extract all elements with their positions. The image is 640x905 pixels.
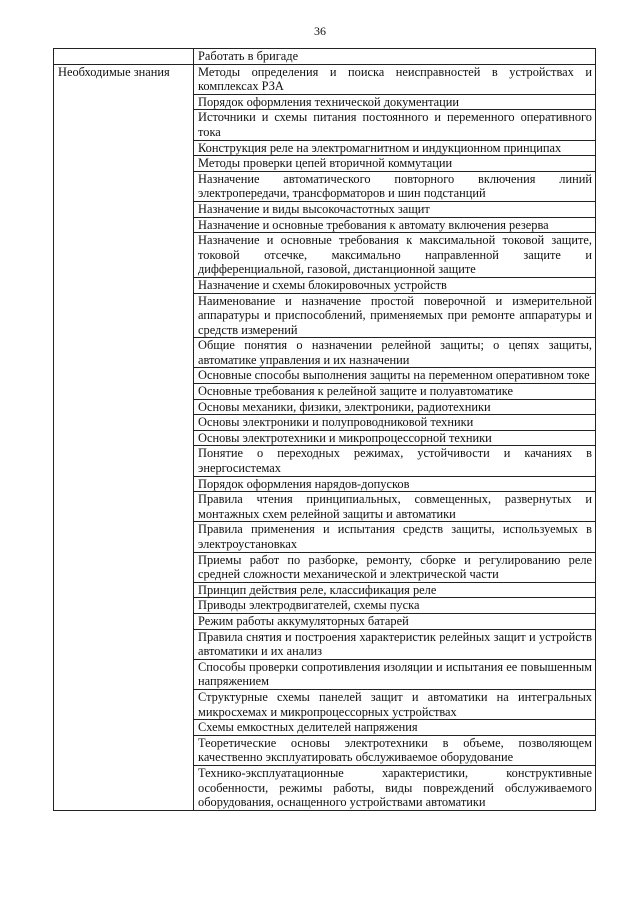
row-value: Назначение и основные требования к максимальной токовой защите, токовой отсечке, максимально направленной защите и дифференциальной, газовой, дистанционной защите (194, 233, 596, 278)
row-value: Правила применения и испытания средств защиты, используемых в электроустановках (194, 522, 596, 552)
row-value: Основы электроники и полупроводниковой техники (194, 415, 596, 431)
row-value: Методы проверки цепей вторичной коммутации (194, 156, 596, 172)
row-value: Правила снятия и построения характеристик релейных защит и устройств автоматики и их анализ (194, 629, 596, 659)
row-value: Правила чтения принципиальных, совмещенных, развернутых и монтажных схем релейной защиты и автоматики (194, 492, 596, 522)
row-value: Источники и схемы питания постоянного и переменного оперативного тока (194, 110, 596, 140)
row-value: Назначение автоматического повторного включения линий электропередачи, трансформаторов и шин подстанций (194, 171, 596, 201)
row-value: Методы определения и поиска неисправностей в устройствах и комплексах РЗА (194, 64, 596, 94)
row-value: Приводы электродвигателей, схемы пуска (194, 598, 596, 614)
row-value: Основы механики, физики, электроники, радиотехники (194, 399, 596, 415)
table-row (54, 49, 596, 65)
table-row (54, 64, 596, 94)
row-value: Порядок оформления нарядов-допусков (194, 476, 596, 492)
row-value: Основные требования к релейной защите и полуавтоматике (194, 384, 596, 400)
row-value: Назначение и основные требования к автомату включения резерва (194, 217, 596, 233)
row-value: Порядок оформления технической документации (194, 94, 596, 110)
row-label (54, 49, 194, 65)
row-value: Назначение и схемы блокировочных устройств (194, 277, 596, 293)
row-value: Основы электротехники и микропроцессорной техники (194, 430, 596, 446)
row-value: Теоретические основы электротехники в объеме, позволяющем качественно эксплуатировать обслуживаемое оборудование (194, 735, 596, 765)
row-value: Приемы работ по разборке, ремонту, сборке и регулированию реле средней сложности механической и электрической части (194, 552, 596, 582)
row-value: Понятие о переходных режимах, устойчивости и качаниях в энергосистемах (194, 446, 596, 476)
row-label: Необходимые знания (54, 64, 194, 810)
row-value: Наименование и назначение простой поверочной и измерительной аппаратуры и приспособлений, применяемых при ремонте аппаратуры и средств измерений (194, 293, 596, 338)
row-value: Назначение и виды высокочастотных защит (194, 201, 596, 217)
row-value: Принцип действия реле, классификация реле (194, 582, 596, 598)
row-value: Схемы емкостных делителей напряжения (194, 720, 596, 736)
requirements-table-body (54, 49, 596, 811)
row-value: Технико-эксплуатационные характеристики, конструктивные особенности, режимы работы, виды повреждений обслуживаемого оборудования, оснащенного устройствами автоматики (194, 765, 596, 810)
row-value: Режим работы аккумуляторных батарей (194, 613, 596, 629)
row-value: Структурные схемы панелей защит и автоматики на интегральных микросхемах и микропроцессорных устройствах (194, 689, 596, 719)
row-value: Способы проверки сопротивления изоляции и испытания ее повышенным напряжением (194, 659, 596, 689)
requirements-table (53, 48, 596, 811)
row-value: Основные способы выполнения защиты на переменном оперативном токе (194, 368, 596, 384)
row-value: Конструкция реле на электромагнитном и индукционном принципах (194, 140, 596, 156)
row-value: Работать в бригаде (194, 49, 596, 65)
page-number: 36 (314, 24, 326, 38)
row-value: Общие понятия о назначении релейной защиты; о цепях защиты, автоматике управления и их назначении (194, 338, 596, 368)
